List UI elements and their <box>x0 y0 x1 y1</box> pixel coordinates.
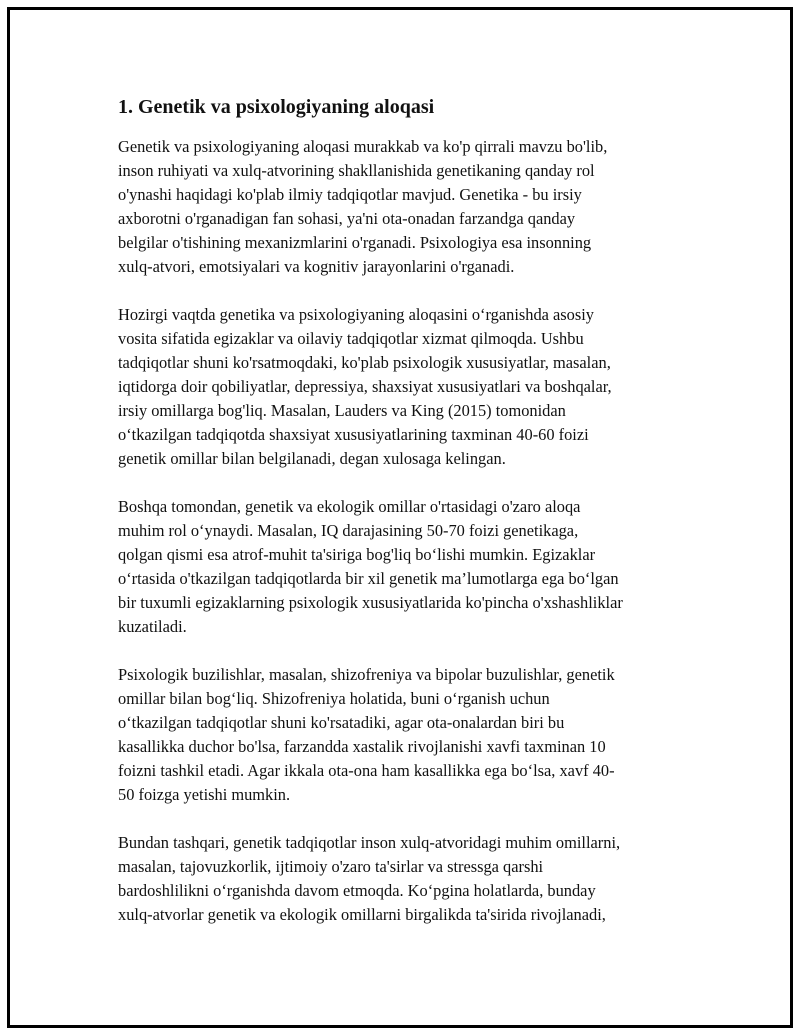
text-line: xulq-atvori, emotsiyalari va kognitiv jarayonlarini o'rganadi. <box>118 257 515 276</box>
document-body <box>118 92 703 951</box>
text-line: inson ruhiyati va xulq-atvorining shakllanishida genetikaning qanday rol <box>118 161 595 180</box>
text-line: o‘rtasida o'tkazilgan tadqiqotlarda bir xil genetik ma’lumotlarga ega bo‘lgan <box>118 569 619 588</box>
text-line: tadqiqotlar shuni ko'rsatmoqdaki, ko'plab psixologik xususiyatlar, masalan, <box>118 353 611 372</box>
text-line: Psixologik buzilishlar, masalan, shizofreniya va bipolar buzulishlar, genetik <box>118 665 615 684</box>
text-line: omillar bilan bog‘liq. Shizofreniya holatida, buni o‘rganish uchun <box>118 689 550 708</box>
text-line: Boshqa tomondan, genetik va ekologik omillar o'rtasidagi o'zaro aloqa <box>118 497 581 516</box>
text-line: Hozirgi vaqtda genetika va psixologiyaning aloqasini o‘rganishda asosiy <box>118 305 594 324</box>
text-line: o‘tkazilgan tadqiqotlar shuni ko'rsatadiki, agar ota-onalardan biri bu <box>118 713 565 732</box>
paragraph-4 <box>118 663 703 807</box>
text-line: qolgan qismi esa atrof-muhit ta'siriga bog'liq bo‘lishi mumkin. Egizaklar <box>118 545 596 564</box>
text-line: belgilar o'tishining mexanizmlarini o'rganadi. Psixologiya esa insonning <box>118 233 592 252</box>
text-line: muhim rol o‘ynaydi. Masalan, IQ darajasining 50-70 foizi genetikaga, <box>118 521 579 540</box>
text-line: genetik omillar bilan belgilanadi, degan xulosaga kelingan. <box>118 449 506 468</box>
text-line: xulq-atvorlar genetik va ekologik omillarni birgalikda ta'sirida rivojlanadi, <box>118 905 606 924</box>
text-line: 50 foizga yetishi mumkin. <box>118 785 291 804</box>
text-line: vosita sifatida egizaklar va oilaviy tadqiqotlar xizmat qilmoqda. Ushbu <box>118 329 584 348</box>
paragraph-1 <box>118 135 703 279</box>
text-line: kasallikka duchor bo'lsa, farzandda xastalik rivojlanishi xavfi taxminan 10 <box>118 737 606 756</box>
paragraph-5 <box>118 831 703 927</box>
text-line: iqtidorga doir qobiliyatlar, depressiya, shaxsiyat xususiyatlari va boshqalar, <box>118 377 612 396</box>
section-heading: 1. Genetik va psixologiyaning aloqasi <box>118 96 435 118</box>
text-line: Bundan tashqari, genetik tadqiqotlar inson xulq-atvoridagi muhim omillarni, <box>118 833 621 852</box>
text-line: o‘tkazilgan tadqiqotda shaxsiyat xususiyatlarining taxminan 40-60 foizi <box>118 425 589 444</box>
paragraph-2 <box>118 303 703 471</box>
page-frame <box>7 7 793 1028</box>
text-line: kuzatiladi. <box>118 617 187 636</box>
text-line: bardoshlilikni o‘rganishda davom etmoqda. Ko‘pgina holatlarda, bunday <box>118 881 596 900</box>
text-line: foizni tashkil etadi. Agar ikkala ota-ona ham kasallikka ega bo‘lsa, xavf 40- <box>118 761 615 780</box>
text-line: axborotni o'rganadigan fan sohasi, ya'ni ota-onadan farzandga qanday <box>118 209 576 228</box>
paragraph-3 <box>118 495 703 639</box>
text-line: masalan, tajovuzkorlik, ijtimoiy o'zaro ta'sirlar va stressga qarshi <box>118 857 544 876</box>
text-line: Genetik va psixologiyaning aloqasi murakkab va ko'p qirrali mavzu bo'lib, <box>118 137 608 156</box>
text-line: irsiy omillarga bog'liq. Masalan, Lauders va King (2015) tomonidan <box>118 401 566 420</box>
text-line: bir tuxumli egizaklarning psixologik xususiyatlarida ko'pincha o'xshashliklar <box>118 593 623 612</box>
text-line: o'ynashi haqidagi ko'plab ilmiy tadqiqotlar mavjud. Genetika - bu irsiy <box>118 185 582 204</box>
